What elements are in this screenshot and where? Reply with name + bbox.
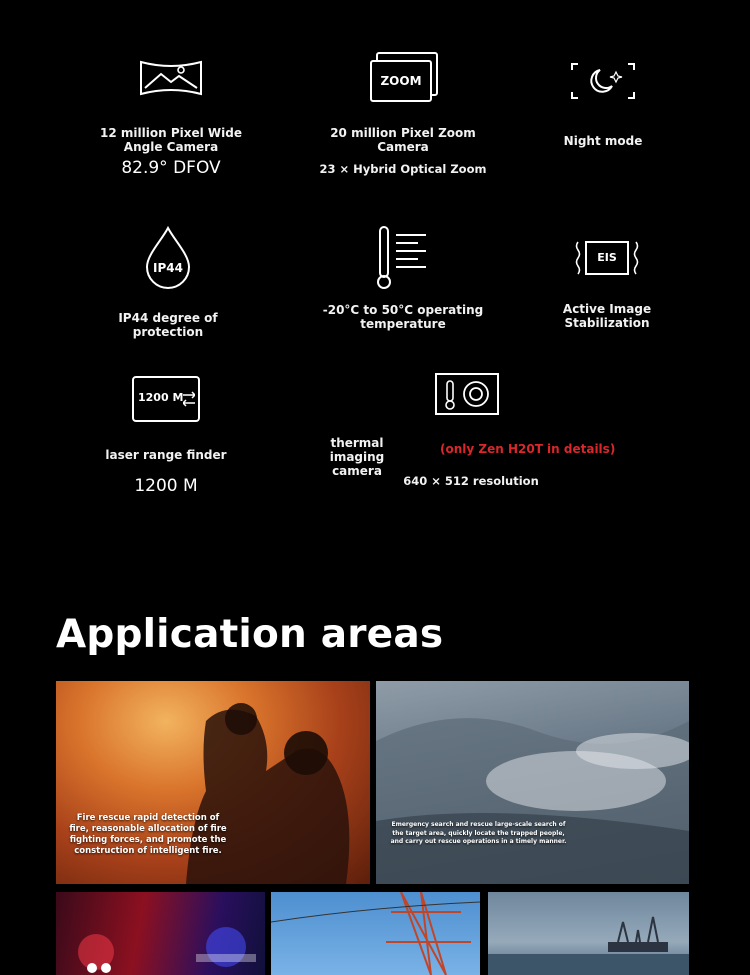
application-areas-title: Application areas: [56, 612, 444, 657]
offshore-rig-image: [488, 892, 689, 975]
feature-night-mode: [543, 62, 663, 148]
thermal-label: thermal imaging camera: [329, 436, 385, 478]
wide-camera-dfov: 82.9° DFOV: [121, 158, 221, 178]
feature-wide-camera: [86, 56, 256, 178]
water-drop-icon: [143, 225, 193, 291]
ip44-label: IP44 degree of protection: [118, 311, 218, 339]
panorama-icon: [137, 56, 205, 98]
temperature-label: -20°C to 50°C operating temperature: [322, 303, 484, 331]
feature-zoom-camera: [318, 52, 488, 176]
feature-temperature: [318, 225, 488, 331]
thermal-h20t-note: (only Zen H20T in details): [440, 442, 616, 456]
feature-range-finder: [96, 376, 236, 496]
zoom-camera-hybrid: 23 × Hybrid Optical Zoom: [319, 162, 487, 176]
range-finder-icon: 1200 M: [132, 376, 200, 422]
zoom-camera-label: 20 million Pixel Zoom Camera: [330, 126, 476, 154]
search-rescue-image: [376, 681, 689, 884]
fire-rescue-image: [56, 681, 370, 884]
range-finder-label: laser range finder: [105, 448, 227, 462]
eis-icon: EIS: [574, 238, 640, 278]
eis-label: Active Image Stabilization: [562, 302, 652, 330]
police-image: [56, 892, 265, 975]
feature-ip44: [86, 225, 250, 339]
power-tower-image: [271, 892, 480, 975]
ip44-icon-text: IP44: [153, 261, 183, 275]
fire-rescue-caption: Fire rescue rapid detection of fire, reasonable allocation of fire fighting forces, and promote the construction of intelligent fire.: [69, 813, 227, 856]
range-finder-value: 1200 M: [134, 476, 198, 496]
thermal-resolution: 640 × 512 resolution: [403, 474, 539, 488]
thermal-camera-icon: [435, 373, 499, 415]
zoom-icon: ZOOM: [370, 52, 436, 102]
wide-camera-label: 12 million Pixel Wide Angle Camera: [100, 126, 242, 154]
feature-eis: [547, 238, 667, 330]
moon-icon: [570, 62, 636, 100]
thermometer-icon: [376, 225, 430, 291]
search-rescue-caption: Emergency search and rescue large-scale search of the target area, quickly locate the trapped people, and carry out rescue operations in a timely manner.: [390, 821, 567, 845]
night-mode-label: Night mode: [563, 134, 643, 148]
